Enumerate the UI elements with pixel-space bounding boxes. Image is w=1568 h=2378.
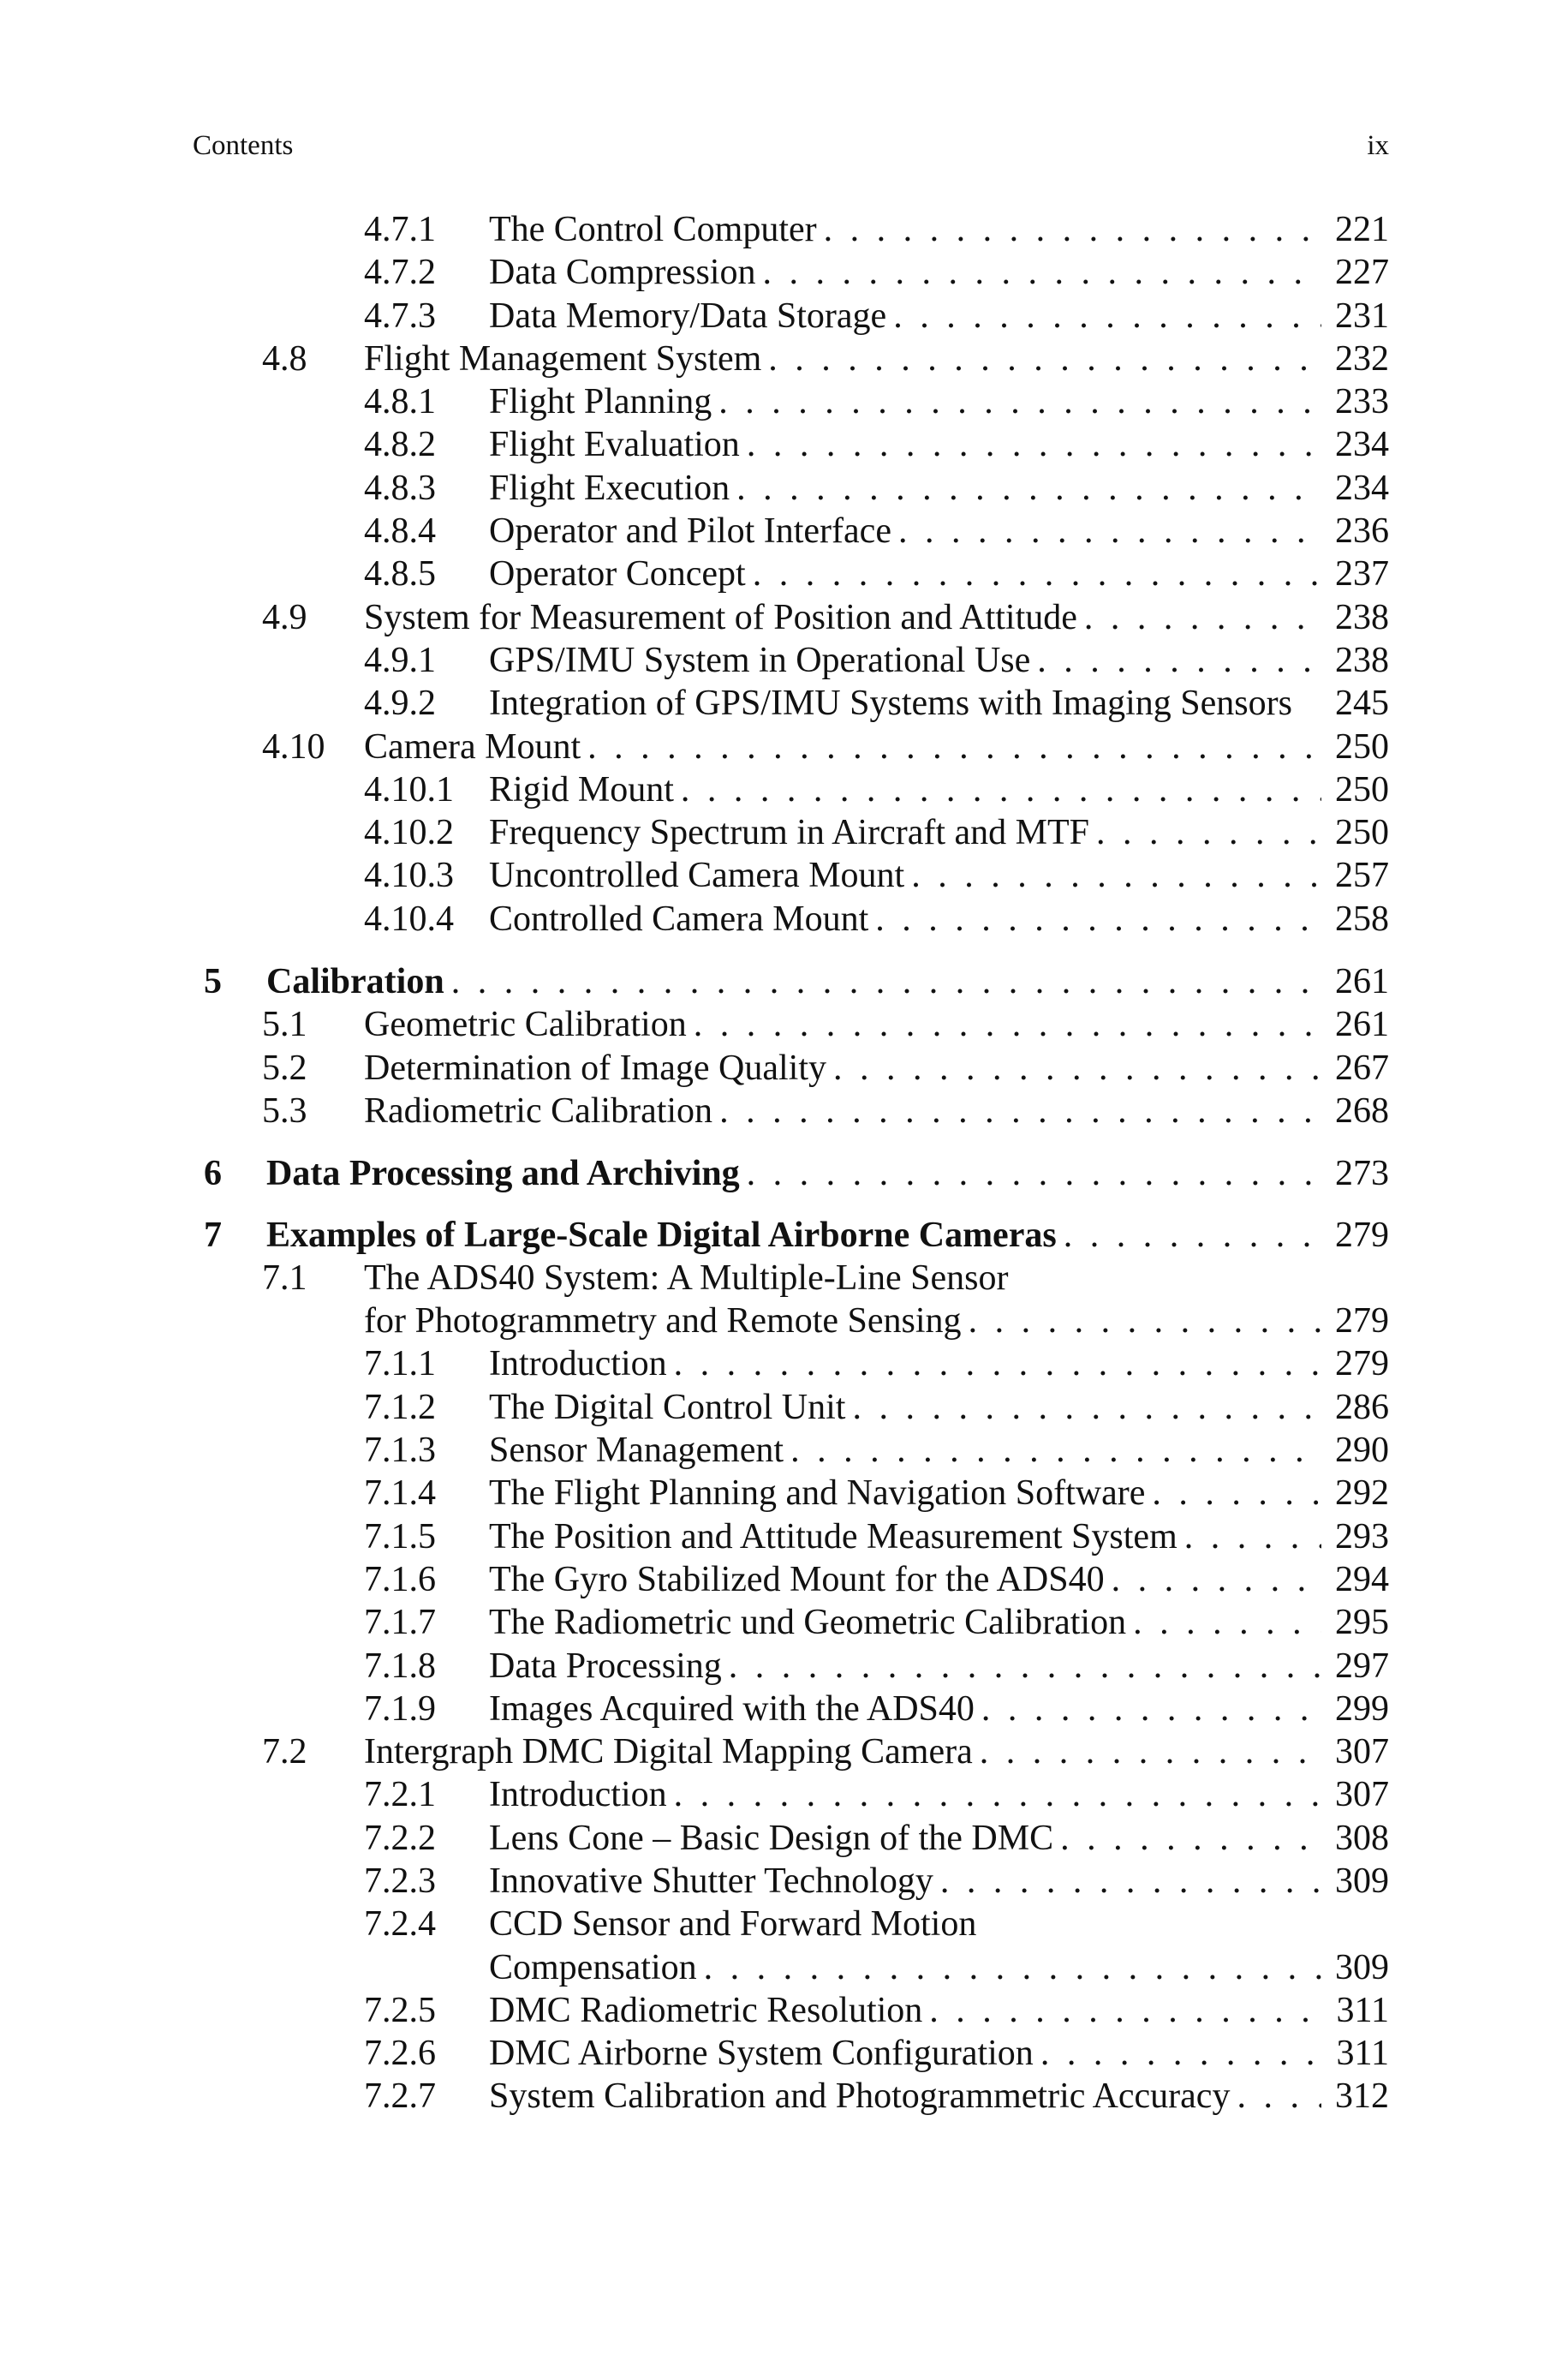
toc-page: 292 xyxy=(1335,1473,1389,1514)
toc-page: 231 xyxy=(1335,296,1389,336)
toc-number: 7.2.2 xyxy=(364,1818,436,1858)
toc-title: Controlled Camera Mount xyxy=(489,899,869,939)
toc-number: 5.1 xyxy=(262,1005,307,1045)
toc-entry xyxy=(0,2032,1568,2075)
toc-number: 7.2.5 xyxy=(364,1990,436,2030)
toc-title: The Control Computer xyxy=(489,210,817,249)
toc-entry-continuation xyxy=(0,1946,1568,1989)
toc-title: Compensation xyxy=(489,1947,697,1987)
toc-title: Flight Management System xyxy=(364,338,762,379)
toc-number: 6 xyxy=(204,1154,222,1194)
toc-number: 7.2.7 xyxy=(364,2076,436,2117)
toc-title: Rigid Mount xyxy=(489,769,674,810)
toc-entry xyxy=(0,295,1568,338)
toc-number: 7.1.2 xyxy=(364,1387,436,1427)
toc-entry xyxy=(0,467,1568,510)
toc-title: System for Measurement of Position and Attitude xyxy=(364,597,1077,637)
toc-page: 236 xyxy=(1335,511,1389,552)
toc-entry xyxy=(0,208,1568,251)
toc-page: 232 xyxy=(1335,338,1389,379)
toc-entry xyxy=(0,639,1568,682)
toc-page: 307 xyxy=(1335,1775,1389,1815)
toc-title: The ADS40 System: A Multiple-Line Sensor xyxy=(364,1258,1009,1298)
toc-number: 7.2.4 xyxy=(364,1904,436,1945)
toc-page: 268 xyxy=(1335,1090,1389,1131)
toc-entry xyxy=(0,1003,1568,1046)
toc-title: Geometric Calibration xyxy=(364,1005,687,1045)
toc-entry xyxy=(0,1386,1568,1429)
toc-page: 261 xyxy=(1335,1005,1389,1045)
toc-entry xyxy=(0,1342,1568,1385)
toc-entry xyxy=(0,1090,1568,1132)
toc-title: Flight Planning xyxy=(489,382,712,422)
header-page-number: ix xyxy=(1367,130,1389,161)
toc-page: 294 xyxy=(1335,1559,1389,1599)
toc-entry xyxy=(0,1047,1568,1090)
toc-page: 279 xyxy=(1335,1301,1389,1341)
toc-page: 279 xyxy=(1335,1344,1389,1384)
toc-title: The Position and Attitude Measurement System xyxy=(489,1516,1177,1556)
toc-page: 258 xyxy=(1335,899,1389,939)
toc-title: Operator and Pilot Interface xyxy=(489,511,891,552)
toc-title: Camera Mount xyxy=(364,726,581,767)
toc-number: 7.1.5 xyxy=(364,1516,436,1556)
toc-entry xyxy=(0,553,1568,595)
toc-title: Frequency Spectrum in Aircraft and MTF xyxy=(489,813,1089,853)
toc-title: Lens Cone – Basic Design of the DMC xyxy=(489,1818,1054,1858)
toc-entry xyxy=(0,1558,1568,1601)
toc-page: 261 xyxy=(1335,962,1389,1002)
toc-entry xyxy=(0,811,1568,854)
toc-entry xyxy=(0,251,1568,294)
toc-title: Uncontrolled Camera Mount xyxy=(489,856,905,896)
toc-entry xyxy=(0,1601,1568,1644)
toc-entry xyxy=(0,1429,1568,1472)
toc-number: 7 xyxy=(204,1215,222,1255)
toc-entry xyxy=(0,1989,1568,2032)
toc-page: 221 xyxy=(1335,210,1389,249)
toc-page: 234 xyxy=(1335,425,1389,465)
toc-title: Data Processing xyxy=(489,1646,722,1686)
toc-chapter-entry xyxy=(0,1214,1568,1257)
toc-title: Examples of Large-Scale Digital Airborne Cameras xyxy=(266,1215,1057,1255)
toc-number: 4.8.5 xyxy=(364,554,436,594)
toc-number: 4.8.3 xyxy=(364,468,436,508)
toc-number: 7.2.3 xyxy=(364,1861,436,1901)
table-of-contents xyxy=(0,208,1568,2118)
toc-title: DMC Airborne System Configuration xyxy=(489,2034,1034,2074)
toc-entry xyxy=(0,1515,1568,1558)
toc-number: 7.2.6 xyxy=(364,2034,436,2074)
toc-title: Flight Execution xyxy=(489,468,730,508)
toc-chapter-entry xyxy=(0,1152,1568,1195)
toc-title: DMC Radiometric Resolution xyxy=(489,1990,923,2030)
toc-title: Data Compression xyxy=(489,253,756,293)
toc-page: 293 xyxy=(1335,1516,1389,1556)
toc-page: 237 xyxy=(1335,554,1389,594)
toc-title: GPS/IMU System in Operational Use xyxy=(489,640,1031,680)
toc-page: 290 xyxy=(1335,1431,1389,1471)
toc-number: 4.8.1 xyxy=(364,382,436,422)
toc-page: 250 xyxy=(1335,769,1389,810)
toc-number: 5.3 xyxy=(262,1090,307,1131)
toc-number: 4.10.1 xyxy=(364,769,454,810)
toc-number: 5 xyxy=(204,962,222,1002)
toc-title: Sensor Management xyxy=(489,1431,784,1471)
toc-page: 286 xyxy=(1335,1387,1389,1427)
toc-entry xyxy=(0,1773,1568,1816)
toc-entry xyxy=(0,854,1568,897)
toc-page: 234 xyxy=(1335,468,1389,508)
toc-title: Determination of Image Quality xyxy=(364,1048,826,1088)
toc-title: The Flight Planning and Navigation Software xyxy=(489,1473,1146,1514)
toc-title: Calibration xyxy=(266,962,444,1002)
toc-number: 4.8.2 xyxy=(364,425,436,465)
toc-number: 4.9.2 xyxy=(364,684,436,724)
toc-page: 267 xyxy=(1335,1048,1389,1088)
toc-number: 7.1.7 xyxy=(364,1603,436,1643)
toc-title: Introduction xyxy=(489,1775,667,1815)
toc-page: 233 xyxy=(1335,382,1389,422)
toc-entry xyxy=(0,1903,1568,1945)
toc-number: 7.1.1 xyxy=(364,1344,436,1384)
toc-entry xyxy=(0,338,1568,380)
toc-title: The Radiometric und Geometric Calibration xyxy=(489,1603,1127,1643)
toc-title: for Photogrammetry and Remote Sensing xyxy=(364,1301,962,1341)
toc-page: 279 xyxy=(1335,1215,1389,1255)
toc-entry xyxy=(0,1817,1568,1860)
toc-entry xyxy=(0,2075,1568,2118)
toc-page: 227 xyxy=(1335,253,1389,293)
toc-number: 7.1.8 xyxy=(364,1646,436,1686)
toc-title: Introduction xyxy=(489,1344,667,1384)
toc-title: Innovative Shutter Technology xyxy=(489,1861,933,1901)
toc-entry xyxy=(0,1645,1568,1688)
toc-entry xyxy=(0,596,1568,639)
toc-title: Data Memory/Data Storage xyxy=(489,296,887,336)
toc-number: 4.10.2 xyxy=(364,813,454,853)
toc-entry xyxy=(0,1730,1568,1773)
toc-number: 4.8 xyxy=(262,338,307,379)
toc-page: 309 xyxy=(1335,1861,1389,1901)
toc-number: 4.8.4 xyxy=(364,511,436,552)
toc-title: Integration of GPS/IMU Systems with Imaging Sensors xyxy=(489,684,1292,724)
toc-page: 250 xyxy=(1335,813,1389,853)
toc-number: 4.10.3 xyxy=(364,856,454,896)
toc-page: 273 xyxy=(1335,1154,1389,1194)
toc-number: 5.2 xyxy=(262,1048,307,1088)
running-header xyxy=(193,125,1389,166)
toc-number: 7.1.6 xyxy=(364,1559,436,1599)
toc-number: 7.2 xyxy=(262,1732,307,1772)
toc-page: 238 xyxy=(1335,597,1389,637)
toc-entry xyxy=(0,1860,1568,1903)
toc-title: Flight Evaluation xyxy=(489,425,740,465)
toc-number: 4.10 xyxy=(262,726,325,767)
toc-title: System Calibration and Photogrammetric Accuracy xyxy=(489,2076,1231,2117)
toc-entry xyxy=(0,1688,1568,1730)
toc-page: 307 xyxy=(1335,1732,1389,1772)
toc-number: 7.2.1 xyxy=(364,1775,436,1815)
toc-title: Data Processing and Archiving xyxy=(266,1154,740,1194)
toc-chapter-entry xyxy=(0,960,1568,1003)
toc-number: 4.7.2 xyxy=(364,253,436,293)
toc-page: 311 xyxy=(1336,2034,1389,2074)
toc-entry xyxy=(0,1472,1568,1515)
toc-page: 312 xyxy=(1335,2076,1389,2117)
toc-entry xyxy=(0,768,1568,811)
toc-page: 311 xyxy=(1336,1990,1389,2030)
toc-number: 7.1.9 xyxy=(364,1688,436,1729)
toc-number: 7.1.4 xyxy=(364,1473,436,1514)
toc-page: 297 xyxy=(1335,1646,1389,1686)
toc-entry xyxy=(0,726,1568,768)
toc-number: 4.9.1 xyxy=(364,640,436,680)
toc-title: Operator Concept xyxy=(489,554,746,594)
toc-number: 4.9 xyxy=(262,597,307,637)
toc-page: 299 xyxy=(1335,1688,1389,1729)
toc-entry xyxy=(0,510,1568,553)
toc-title: The Digital Control Unit xyxy=(489,1387,846,1427)
toc-title: CCD Sensor and Forward Motion xyxy=(489,1904,977,1945)
toc-entry xyxy=(0,682,1568,725)
toc-entry xyxy=(0,1257,1568,1300)
toc-title: The Gyro Stabilized Mount for the ADS40 xyxy=(489,1559,1105,1599)
toc-entry-continuation xyxy=(0,1300,1568,1342)
toc-page: 295 xyxy=(1335,1603,1389,1643)
toc-number: 4.7.3 xyxy=(364,296,436,336)
toc-page: 309 xyxy=(1335,1947,1389,1987)
toc-page: 250 xyxy=(1335,726,1389,767)
toc-entry xyxy=(0,380,1568,423)
toc-number: 7.1 xyxy=(262,1258,307,1298)
toc-page: 257 xyxy=(1335,856,1389,896)
toc-title: Images Acquired with the ADS40 xyxy=(489,1688,975,1729)
header-section-title: Contents xyxy=(193,130,294,161)
toc-title: Intergraph DMC Digital Mapping Camera xyxy=(364,1732,973,1772)
toc-page: 238 xyxy=(1335,640,1389,680)
toc-title: Radiometric Calibration xyxy=(364,1090,713,1131)
toc-number: 4.7.1 xyxy=(364,210,436,249)
toc-page: 245 xyxy=(1335,684,1389,724)
toc-page: 308 xyxy=(1335,1818,1389,1858)
toc-entry xyxy=(0,898,1568,941)
toc-number: 4.10.4 xyxy=(364,899,454,939)
toc-entry xyxy=(0,423,1568,466)
toc-number: 7.1.3 xyxy=(364,1431,436,1471)
